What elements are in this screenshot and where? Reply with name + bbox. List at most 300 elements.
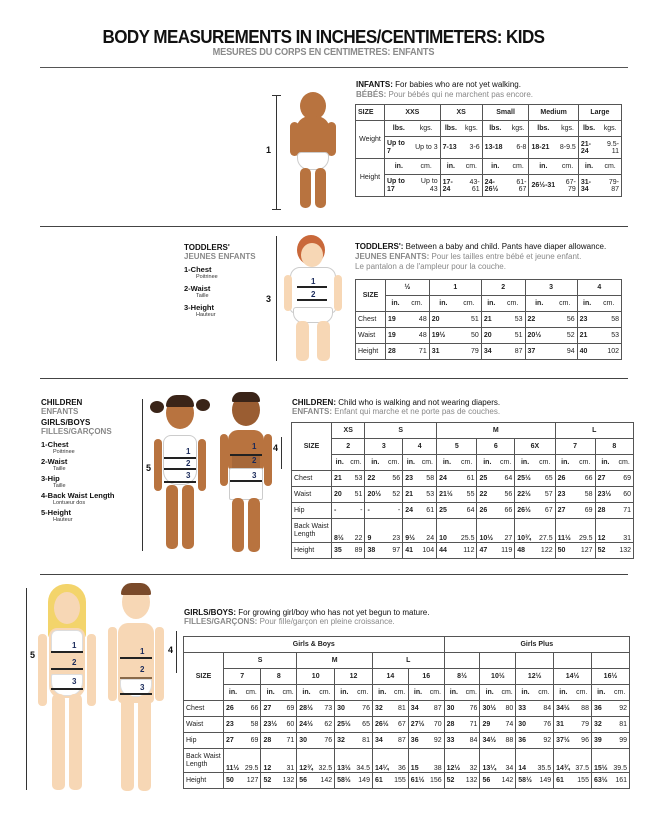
cell-value: 27 — [595, 471, 615, 487]
boy-illustration — [106, 583, 166, 795]
cell-value: 28 — [261, 733, 280, 749]
unit-in: in. — [516, 685, 535, 701]
cell-value: 84 — [535, 701, 554, 717]
cell-value: 33 — [516, 701, 535, 717]
cell-value: 34 — [408, 701, 427, 717]
cell-value: 22 — [365, 471, 385, 487]
unit-in: in. — [525, 296, 553, 312]
unit-cm: cm. — [597, 296, 622, 312]
table-row — [292, 471, 634, 487]
unit-cm: cm. — [242, 685, 261, 701]
back-waist-bar — [281, 437, 282, 469]
cell-value: 23 — [577, 312, 596, 328]
cell-value: 13¼ — [480, 749, 499, 773]
cell-value: 25 — [437, 503, 457, 519]
cell-value: 58 — [242, 717, 261, 733]
cell-value: 92 — [610, 701, 629, 717]
size-value: 6 — [477, 439, 515, 455]
cell-value: 92 — [535, 733, 554, 749]
gb-description-fr: FILLES/GARÇONS: Pour fille/garçon en pleine croissance. — [184, 617, 395, 626]
cell-value: 149 — [535, 773, 554, 789]
marker-waist: 2 — [72, 658, 77, 667]
size-value: 12 — [335, 669, 373, 685]
cell-value: 31 — [615, 519, 633, 543]
cell-value: 9 — [365, 519, 385, 543]
unit-in: in. — [477, 455, 497, 471]
cell-value: 66 — [242, 701, 261, 717]
marker-waist: 2 — [252, 456, 257, 465]
cell-value: 112 — [457, 543, 477, 559]
toddlers-description-fr2: Le pantalon a de l'ampleur pour la couche. — [355, 262, 506, 271]
cell-value: 30 — [335, 701, 354, 717]
toddler-height-bar — [276, 236, 277, 361]
marker-hip: 3 — [186, 471, 191, 480]
size-value: 10½ — [480, 669, 516, 685]
cell-value: 56 — [553, 312, 577, 328]
unit-cm: cm. — [615, 455, 633, 471]
cell-value: 76 — [463, 701, 480, 717]
legend-sub: Lontueur dos — [53, 500, 86, 506]
cell-value: 31-34 — [578, 175, 599, 197]
unit-cm: cm. — [385, 455, 403, 471]
cell-value: 32 — [463, 749, 480, 773]
unit-in: in. — [372, 685, 391, 701]
size-value: 5 — [437, 439, 477, 455]
cell-value: 71 — [463, 717, 480, 733]
cell-value: 17-24 — [440, 175, 461, 197]
cell-value: 99 — [610, 733, 629, 749]
cell-value: 24 — [419, 519, 437, 543]
legend-item-chest: 1-Chest — [41, 440, 69, 449]
cell-value: 65 — [354, 717, 373, 733]
gb-size-table — [183, 636, 630, 789]
cell-value: 30 — [444, 701, 463, 717]
unit-cm: cm. — [405, 296, 429, 312]
cell-value: - — [332, 503, 348, 519]
unit-lbs: lbs. — [482, 121, 508, 137]
unit-cm: cm. — [599, 159, 621, 175]
cell-value: 32 — [335, 733, 354, 749]
cell-value: 53 — [419, 487, 437, 503]
unit-cm: cm. — [610, 685, 629, 701]
girl-illustration — [150, 393, 210, 553]
table-row — [184, 733, 630, 749]
cell-value: 76 — [535, 717, 554, 733]
cell-value: 61 — [554, 773, 573, 789]
marker-height: 5 — [146, 463, 152, 473]
cell-value: 35 — [332, 543, 348, 559]
cell-value: 29.5 — [575, 519, 595, 543]
cell-value: 12½ — [444, 749, 463, 773]
marker-back-waist: 4 — [273, 443, 279, 453]
unit-cm: cm. — [508, 159, 529, 175]
cell-value: 76 — [354, 701, 373, 717]
unit-in: in. — [578, 159, 599, 175]
unit-in: in. — [224, 685, 243, 701]
cell-value: 3-6 — [461, 137, 482, 159]
unit-in: in. — [481, 296, 500, 312]
cell-value: 53 — [347, 471, 365, 487]
size-2: 2 — [481, 280, 525, 296]
gb-description-en: GIRLS/BOYS: For growing girl/boy who has not yet begun to mature. — [184, 608, 430, 617]
toddlers-legend — [184, 243, 274, 318]
size-half: ½ — [386, 280, 430, 296]
cell-value: 20½ — [525, 328, 553, 344]
cell-value: 14 — [516, 749, 535, 773]
cell-value: 34 — [499, 749, 516, 773]
cell-value: 19½ — [429, 328, 457, 344]
size-value: 3 — [365, 439, 403, 455]
cell-value: 61 — [419, 503, 437, 519]
cell-value: 71 — [405, 344, 429, 360]
cell-value: 27 — [224, 733, 243, 749]
cell-value: 58 — [575, 487, 595, 503]
cell-value: 73 — [316, 701, 335, 717]
cell-value: 25½ — [515, 471, 535, 487]
cell-value: 61 — [457, 471, 477, 487]
cell-value: 84 — [463, 733, 480, 749]
row-label: Height — [184, 773, 224, 789]
cell-value: 53 — [597, 328, 622, 344]
row-label: Back Waist Length — [292, 519, 332, 543]
unit-lbs: lbs. — [529, 121, 557, 137]
cell-value: 27.5 — [535, 519, 555, 543]
cell-value: 31 — [554, 717, 573, 733]
cell-value: 23 — [385, 519, 403, 543]
row-label: Height — [292, 543, 332, 559]
cell-value: 11½ — [555, 519, 575, 543]
cell-value: 13-18 — [482, 137, 508, 159]
cell-value: 26 — [477, 503, 497, 519]
group-m: M — [297, 653, 373, 669]
children-size-table — [291, 422, 634, 559]
infant-illustration — [288, 92, 338, 210]
cell-value: 74 — [499, 717, 516, 733]
size-header: SIZE — [356, 105, 385, 121]
cell-value: 36 — [591, 701, 610, 717]
toddlers-size-table — [355, 279, 622, 360]
unit-in: in. — [482, 159, 508, 175]
unit-in: in. — [595, 455, 615, 471]
section-divider — [40, 226, 628, 227]
unit-in: in. — [591, 685, 610, 701]
cell-value: 61-67 — [508, 175, 529, 197]
cell-value: 23 — [224, 717, 243, 733]
children-height-bar — [142, 399, 143, 551]
cell-value: 63½ — [591, 773, 610, 789]
cell-value: 25 — [477, 471, 497, 487]
children-description-fr: ENFANTS: Enfant qui marche et ne porte pas de couches. — [292, 407, 501, 416]
cell-value: 12¾ — [297, 749, 316, 773]
size-value: 14½ — [554, 669, 592, 685]
cell-value: 39 — [591, 733, 610, 749]
unit-cm: cm. — [501, 296, 525, 312]
cell-value: 26½ — [515, 503, 535, 519]
bar-cap — [272, 95, 281, 96]
cell-value: 20 — [429, 312, 457, 328]
cell-value: 81 — [610, 717, 629, 733]
cell-value: 28 — [386, 344, 405, 360]
girl-illustration — [36, 584, 98, 796]
unit-cm: cm. — [280, 685, 297, 701]
cell-value: 27 — [261, 701, 280, 717]
size-xxs: XXS — [385, 105, 441, 121]
cell-value: 23½ — [595, 487, 615, 503]
marker-waist: 2 — [140, 665, 145, 674]
cell-value: 13½ — [335, 749, 354, 773]
unit-cm: cm. — [457, 296, 481, 312]
unit-cm: cm. — [499, 685, 516, 701]
cell-value: 52 — [595, 543, 615, 559]
cell-value: 149 — [354, 773, 373, 789]
unit-in: in. — [437, 455, 457, 471]
cell-value: 94 — [553, 344, 577, 360]
cell-value: 34.5 — [354, 749, 373, 773]
marker-chest: 1 — [72, 641, 77, 650]
unit-cm: cm. — [391, 685, 408, 701]
unit-in: in. — [335, 685, 354, 701]
legend-item-waist: 2-Waist — [41, 457, 68, 466]
cell-value: 31 — [280, 749, 297, 773]
cell-value: 22½ — [515, 487, 535, 503]
cell-value: 26 — [224, 701, 243, 717]
size-value: 6X — [515, 439, 555, 455]
cell-value: 30 — [297, 733, 316, 749]
cell-value: 56 — [385, 471, 403, 487]
cell-value: 23 — [403, 471, 419, 487]
group-xs: XS — [332, 423, 365, 439]
legend-sub: Taille — [53, 466, 66, 472]
cell-value: 32.5 — [316, 749, 335, 773]
cell-value: 14¾ — [554, 749, 573, 773]
infants-description-en: INFANTS: For babies who are not yet walking. — [356, 80, 521, 89]
cell-value: 39.5 — [610, 749, 629, 773]
unit-in: in. — [365, 455, 385, 471]
cell-value: 56 — [497, 487, 515, 503]
marker-waist: 2 — [186, 459, 191, 468]
cell-value: 52 — [553, 328, 577, 344]
cell-value: 132 — [615, 543, 633, 559]
marker-height: 1 — [266, 145, 272, 155]
cell-value: 31 — [429, 344, 457, 360]
cell-value: 22 — [525, 312, 553, 328]
cell-value: 156 — [427, 773, 444, 789]
table-row — [356, 328, 622, 344]
legend-title-fr: JEUNES ENFANTS — [184, 252, 256, 261]
unit-in: in. — [515, 455, 535, 471]
table-row — [184, 717, 630, 733]
unit-cm: cm. — [461, 159, 482, 175]
cell-value: 102 — [597, 344, 622, 360]
unit-in: in. — [555, 455, 575, 471]
cell-value: 142 — [316, 773, 335, 789]
back-waist-bar — [176, 631, 177, 673]
cell-value: 22 — [347, 519, 365, 543]
cell-value: Up to 43 — [413, 175, 441, 197]
cell-value: 35.5 — [535, 749, 554, 773]
cell-value: 58 — [597, 312, 622, 328]
cell-value: 50 — [555, 543, 575, 559]
cell-value: 81 — [354, 733, 373, 749]
cell-value: 79 — [573, 717, 592, 733]
group-m: M — [437, 423, 556, 439]
cell-value: 27 — [555, 503, 575, 519]
cell-value: 71 — [280, 733, 297, 749]
cell-value: 22 — [477, 487, 497, 503]
cell-value: 12 — [261, 749, 280, 773]
gb-height-bar — [26, 588, 27, 790]
cell-value: 79 — [457, 344, 481, 360]
legend-item-height: 3-Height — [184, 303, 214, 312]
unit-cm: cm. — [347, 455, 365, 471]
cell-value: 33 — [444, 733, 463, 749]
unit-cm: cm. — [419, 455, 437, 471]
cell-value: 15½ — [591, 749, 610, 773]
size-value: 12½ — [516, 669, 554, 685]
row-label: Hip — [184, 733, 224, 749]
unit-cm: cm. — [463, 685, 480, 701]
infants-size-table — [355, 104, 622, 197]
cell-value: 10 — [437, 519, 457, 543]
cell-value: 88 — [499, 733, 516, 749]
group-s: S — [224, 653, 297, 669]
cell-value: 44 — [437, 543, 457, 559]
unit-cm: cm. — [535, 455, 555, 471]
marker-hip: 3 — [140, 683, 145, 692]
marker-chest: 1 — [311, 277, 316, 286]
row-label: Hip — [292, 503, 332, 519]
unit-cm: cm. — [427, 685, 444, 701]
infant-height-bar — [276, 95, 277, 210]
row-label-height: Height — [356, 159, 385, 197]
cell-value: 36 — [408, 733, 427, 749]
cell-value: 24-26½ — [482, 175, 508, 197]
cell-value: 7-13 — [440, 137, 461, 159]
cell-value: 56 — [480, 773, 499, 789]
cell-value: 161 — [610, 773, 629, 789]
legend-title2-fr: FILLES/GARÇONS — [41, 427, 112, 436]
cell-value: 36 — [391, 749, 408, 773]
cell-value: 48 — [405, 312, 429, 328]
table-row — [292, 487, 634, 503]
cell-value: 48 — [405, 328, 429, 344]
unit-lbs: lbs. — [385, 121, 413, 137]
size-value: 2 — [332, 439, 365, 455]
cell-value: 21 — [577, 328, 596, 344]
unit-in: in. — [577, 296, 596, 312]
size-medium: Medium — [529, 105, 578, 121]
section-divider — [40, 378, 628, 379]
group-l: L — [555, 423, 633, 439]
marker-height: 3 — [266, 294, 272, 304]
size-value: 8 — [261, 669, 297, 685]
unit-in: in. — [386, 296, 405, 312]
cell-value: 21 — [481, 312, 500, 328]
bar-cap — [272, 209, 281, 210]
cell-value: 69 — [615, 471, 633, 487]
cell-value: 28 — [595, 503, 615, 519]
cell-value: 67-79 — [557, 175, 578, 197]
cell-value: 24 — [437, 471, 457, 487]
marker-waist: 2 — [311, 290, 316, 299]
cell-value: 104 — [419, 543, 437, 559]
row-label: Height — [356, 344, 386, 360]
size-header: SIZE — [292, 423, 332, 471]
cell-value: - — [365, 503, 385, 519]
cell-value: 12 — [595, 519, 615, 543]
cell-value: 19 — [386, 312, 405, 328]
legend-item-height: 5-Height — [41, 508, 71, 517]
unit-cm: cm. — [413, 159, 441, 175]
cell-value: 26½-31 — [529, 175, 557, 197]
cell-value: 41 — [403, 543, 419, 559]
cell-value: 87 — [427, 701, 444, 717]
cell-value: 127 — [575, 543, 595, 559]
table-row — [184, 749, 630, 773]
cell-value: 28 — [444, 717, 463, 733]
legend-title-fr: ENFANTS — [41, 407, 79, 416]
legend-title2: GIRLS/BOYS — [41, 418, 91, 427]
size-4: 4 — [577, 280, 621, 296]
unit-cm: cm. — [575, 455, 595, 471]
legend-sub: Taille — [196, 293, 209, 299]
size-value: 8 — [595, 439, 633, 455]
cell-value: 20 — [332, 487, 348, 503]
legend-sub: Hauteur — [53, 517, 73, 523]
cell-value: 67 — [391, 717, 408, 733]
unit-in: in. — [429, 296, 457, 312]
cell-value: 24½ — [297, 717, 316, 733]
row-label: Chest — [356, 312, 386, 328]
cell-value: 155 — [573, 773, 592, 789]
cell-value: 27 — [497, 519, 515, 543]
cell-value: 38 — [365, 543, 385, 559]
unit-kgs: kgs. — [557, 121, 578, 137]
cell-value: 51 — [501, 328, 525, 344]
size-value: 16 — [408, 669, 444, 685]
cell-value: 28½ — [297, 701, 316, 717]
cell-value: 9½ — [403, 519, 419, 543]
cell-value: 50 — [457, 328, 481, 344]
cell-value: 89 — [347, 543, 365, 559]
cell-value: 81 — [391, 701, 408, 717]
cell-value: 34½ — [554, 701, 573, 717]
unit-in: in. — [332, 455, 348, 471]
cell-value: 80 — [499, 701, 516, 717]
cell-value: 47 — [477, 543, 497, 559]
size-value: 16½ — [591, 669, 629, 685]
cell-value: 26 — [555, 471, 575, 487]
unit-in: in. — [403, 455, 419, 471]
children-description-en: CHILDREN: Child who is walking and not wearing diapers. — [292, 398, 501, 407]
cell-value: 142 — [499, 773, 516, 789]
cell-value: 23 — [555, 487, 575, 503]
cell-value: 61½ — [408, 773, 427, 789]
infants-description-fr: BÉBÉS: Pour bébés qui ne marchent pas encore. — [356, 90, 533, 99]
cell-value: 60 — [615, 487, 633, 503]
legend-sub: Poitrinee — [53, 449, 75, 455]
cell-value: 122 — [535, 543, 555, 559]
cell-value: 64 — [497, 471, 515, 487]
cell-value: 37½ — [554, 733, 573, 749]
cell-value: 18-21 — [529, 137, 557, 159]
row-label: Waist — [292, 487, 332, 503]
legend-title: CHILDREN — [41, 398, 83, 407]
cell-value: 29.5 — [242, 749, 261, 773]
size-1: 1 — [429, 280, 481, 296]
row-label: Waist — [356, 328, 386, 344]
group-l: L — [372, 653, 444, 669]
